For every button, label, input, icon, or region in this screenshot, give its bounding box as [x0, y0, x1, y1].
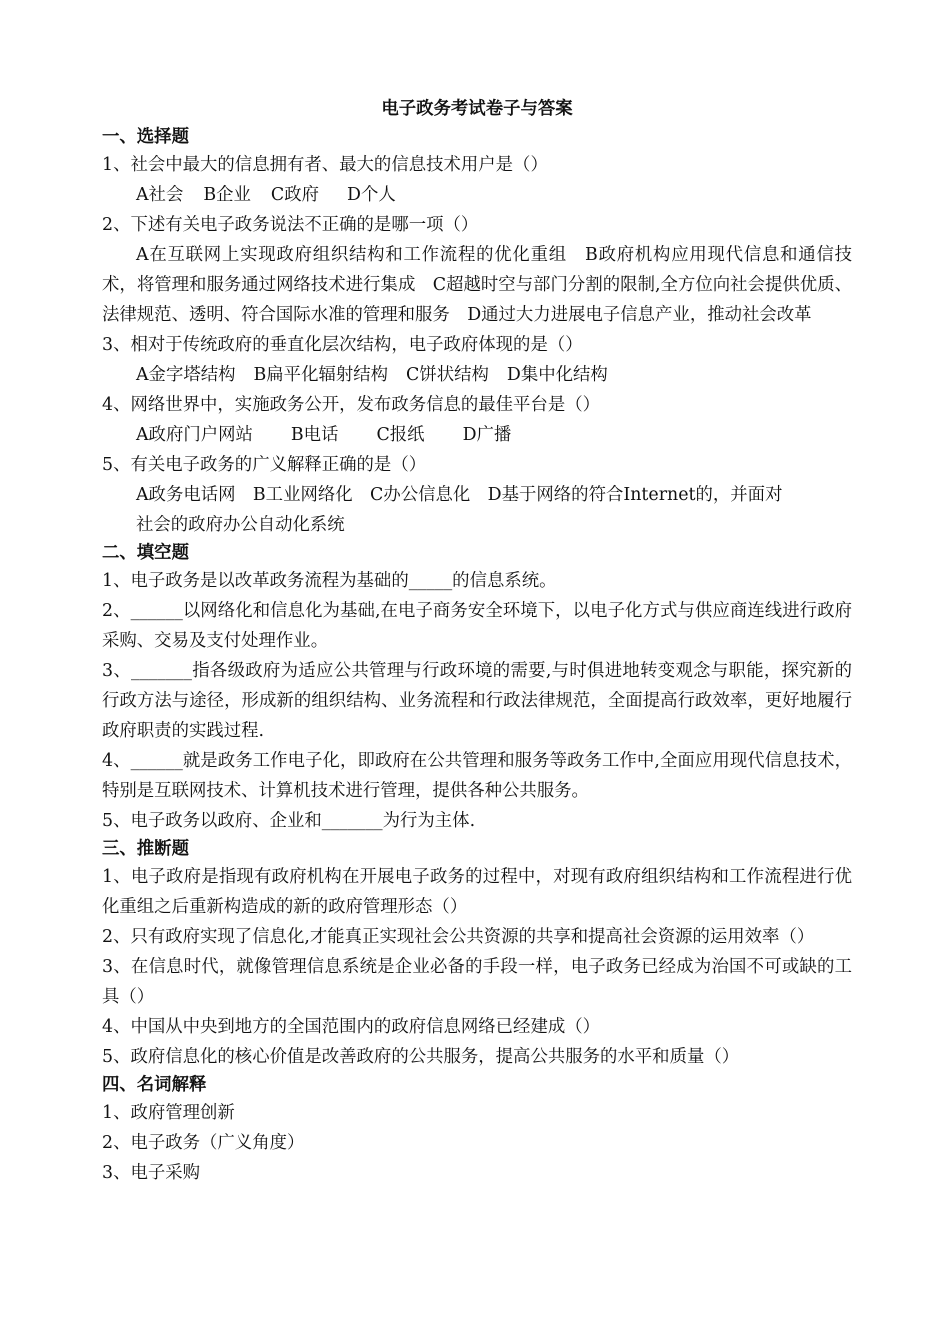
question-2-5: 5、电子政务以政府、企业和_______为行为主体.	[102, 811, 476, 831]
option: D个人	[347, 185, 396, 205]
question-1-1: 1、社会中最大的信息拥有者、最大的信息技术用户是（）	[102, 155, 548, 175]
question-3-3: 3、在信息时代，就像管理信息系统是企业必备的手段一样，电子政务已经成为治国不可或缺的工具（）	[102, 957, 852, 1007]
question-1-3-options	[102, 360, 852, 390]
question-1-5: 5、有关电子政务的广义解释正确的是（）	[102, 455, 427, 475]
question-2-3: 3、_______指各级政府为适应公共管理与行政环境的需要,与时俱进地转变观念与职能，探究新的行政方法与途径，形成新的组织结构、业务流程和行政法律规范，全面提高行政效率，更好地履行政府职责的实践过程.	[102, 661, 852, 741]
question-1-2: 2、下述有关电子政务说法不正确的是哪一项（）	[102, 215, 479, 235]
option: D广播	[462, 425, 512, 445]
question-3-5: 5、政府信息化的核心价值是改善政府的公共服务，提高公共服务的水平和质量（）	[102, 1047, 740, 1067]
section-heading-fill-blank: 二、填空题	[102, 543, 189, 563]
option: C报纸	[376, 425, 425, 445]
document-title: 电子政务考试卷子与答案	[381, 99, 573, 119]
question-3-4: 4、中国从中央到地方的全国范围内的政府信息网络已经建成（）	[102, 1017, 601, 1037]
question-2-1: 1、电子政务是以改革政务流程为基础的_____的信息系统。	[102, 571, 557, 591]
exam-document	[102, 94, 852, 1188]
section-heading-judgment: 三、推断题	[102, 839, 189, 859]
option: A金字塔结构	[136, 365, 236, 385]
option: C政府	[270, 185, 319, 205]
question-1-1-options	[102, 180, 852, 210]
question-4-1: 1、政府管理创新	[102, 1103, 235, 1123]
question-1-3: 3、相对于传统政府的垂直化层次结构，电子政府体现的是（）	[102, 335, 583, 355]
question-2-4: 4、______就是政务工作电子化，即政府在公共管理和服务等政务工作中,全面应用现代信息技术，特别是互联网技术、计算机技术进行管理，提供各种公共服务。	[102, 751, 852, 801]
question-4-2: 2、电子政务（广义角度）	[102, 1133, 305, 1153]
question-1-5-options-line1: A政务电话网 B工业网络化 C办公信息化 D基于网络的符合Internet的，并面对	[136, 485, 783, 505]
question-2-2: 2、______以网络化和信息化为基础,在电子商务安全环境下，以电子化方式与供应商连线进行政府采购、交易及支付处理作业。	[102, 601, 852, 651]
question-1-2-options: A在互联网上实现政府组织结构和工作流程的优化重组 B政府机构应用现代信息和通信技术，将管理和服务通过网络技术进行集成 C超越时空与部门分割的限制,全方位向社会提供优质、法律规范、透明、符合国际水准的管理和服务 D通过大力进展电子信息产业，推动社会改革	[102, 245, 852, 325]
option: A政府门户网站	[136, 425, 253, 445]
question-4-3: 3、电子采购	[102, 1163, 201, 1183]
option: D集中化结构	[506, 365, 608, 385]
question-1-5-options-line2: 社会的政府办公自动化系统	[136, 515, 345, 535]
option: A社会	[136, 185, 184, 205]
section-heading-choice: 一、选择题	[102, 127, 189, 147]
question-1-4: 4、网络世界中，实施政务公开，发布政务信息的最佳平台是（）	[102, 395, 601, 415]
option: B扁平化辐射结构	[253, 365, 389, 385]
question-3-1: 1、电子政府是指现有政府机构在开展电子政务的过程中，对现有政府组织结构和工作流程进行优化重组之后重新构造成的新的政府管理形态（）	[102, 867, 852, 917]
question-3-2: 2、只有政府实现了信息化,才能真正实现社会公共资源的共享和提高社会资源的运用效率（）	[102, 927, 815, 947]
question-1-4-options	[102, 420, 852, 450]
section-heading-terms: 四、名词解释	[102, 1075, 207, 1095]
option: C饼状结构	[406, 365, 489, 385]
option: B电话	[290, 425, 339, 445]
option: B企业	[203, 185, 251, 205]
